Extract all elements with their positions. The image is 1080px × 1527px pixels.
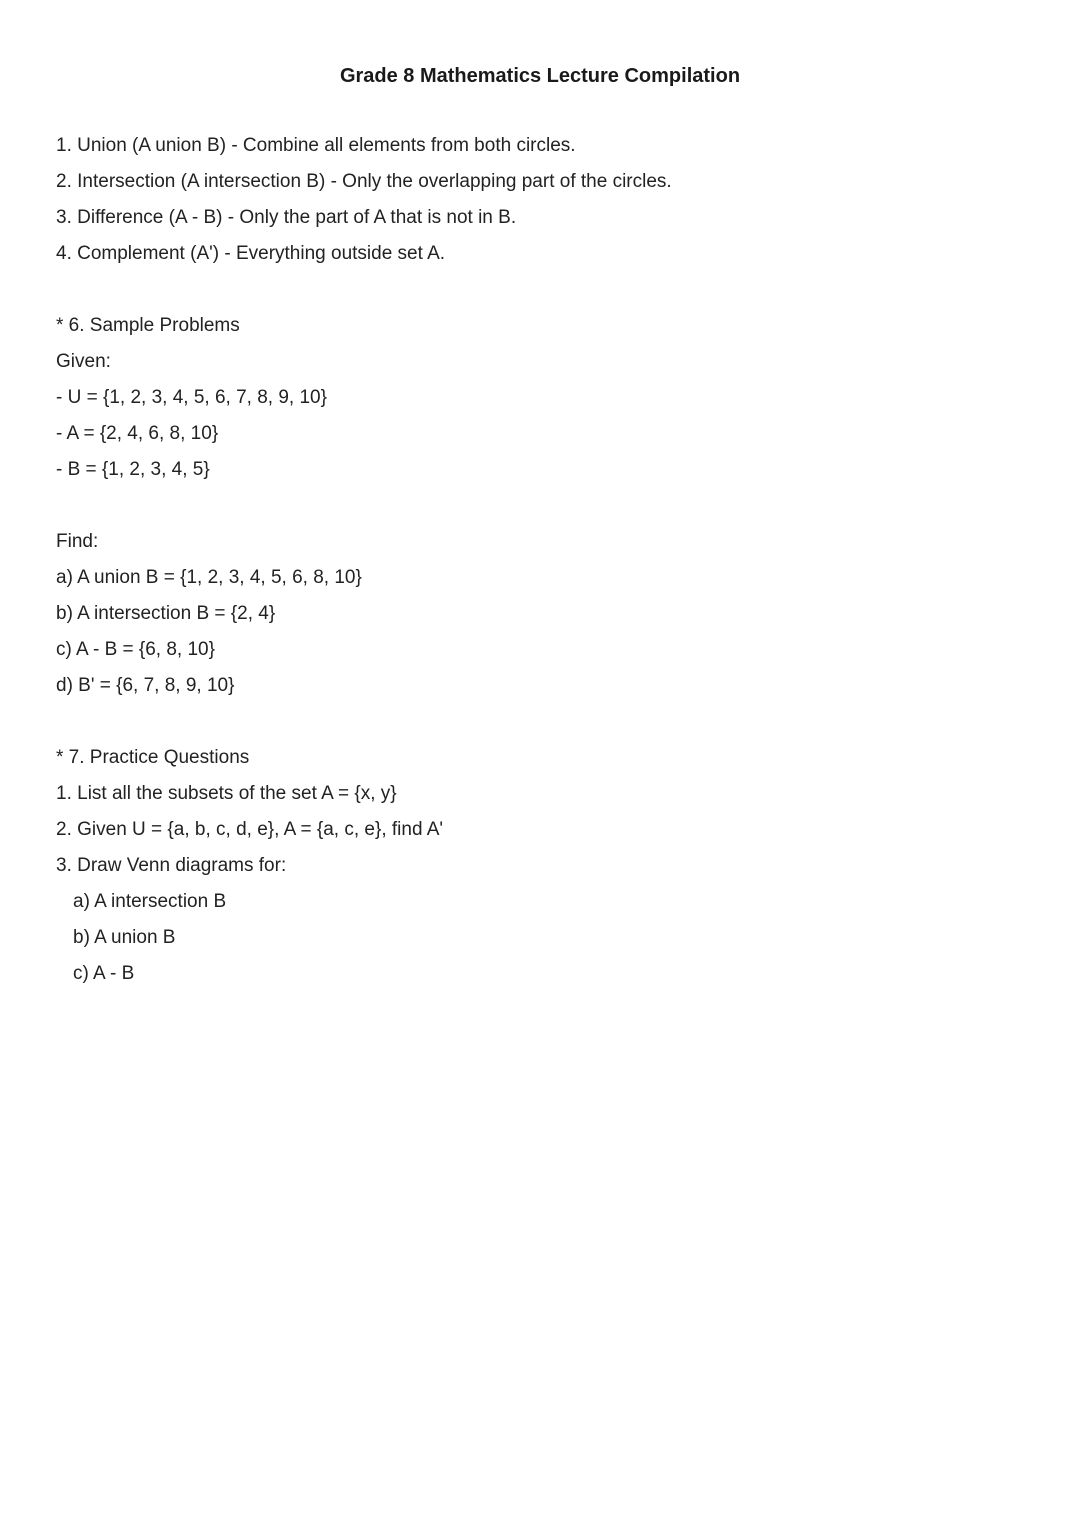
sub-question-item: a) A intersection B <box>73 891 227 912</box>
question-item: 1. List all the subsets of the set A = {x, y} <box>56 783 397 804</box>
given-set: - U = {1, 2, 3, 4, 5, 6, 7, 8, 9, 10} <box>56 387 327 408</box>
list-item: 1. Union (A union B) - Combine all elements from both circles. <box>56 135 576 156</box>
practice-questions-section <box>56 740 443 992</box>
question-item: 3. Draw Venn diagrams for: <box>56 855 287 876</box>
sub-question-item: c) A - B <box>73 963 135 984</box>
list-item: 4. Complement (A') - Everything outside set A. <box>56 243 446 264</box>
answer-item: b) A intersection B = {2, 4} <box>56 603 276 624</box>
list-item: 2. Intersection (A intersection B) - Only the overlapping part of the circles. <box>56 171 672 192</box>
given-set: - A = {2, 4, 6, 8, 10} <box>56 423 219 444</box>
list-item: 3. Difference (A - B) - Only the part of A that is not in B. <box>56 207 517 228</box>
sample-problems-section <box>56 308 327 488</box>
set-operations-list <box>56 128 672 272</box>
section-heading: * 6. Sample Problems <box>56 315 240 336</box>
find-label: Find: <box>56 531 99 552</box>
question-item: 2. Given U = {a, b, c, d, e}, A = {a, c, e}, find A' <box>56 819 444 840</box>
answer-item: c) A - B = {6, 8, 10} <box>56 639 215 660</box>
page-title: Grade 8 Mathematics Lecture Compilation <box>339 65 741 87</box>
answer-item: a) A union B = {1, 2, 3, 4, 5, 6, 8, 10} <box>56 567 362 588</box>
given-label: Given: <box>56 351 111 372</box>
sub-question-item: b) A union B <box>73 927 176 948</box>
find-section <box>56 524 362 704</box>
section-heading: * 7. Practice Questions <box>56 747 250 768</box>
answer-item: d) B' = {6, 7, 8, 9, 10} <box>56 675 235 696</box>
given-set: - B = {1, 2, 3, 4, 5} <box>56 459 210 480</box>
